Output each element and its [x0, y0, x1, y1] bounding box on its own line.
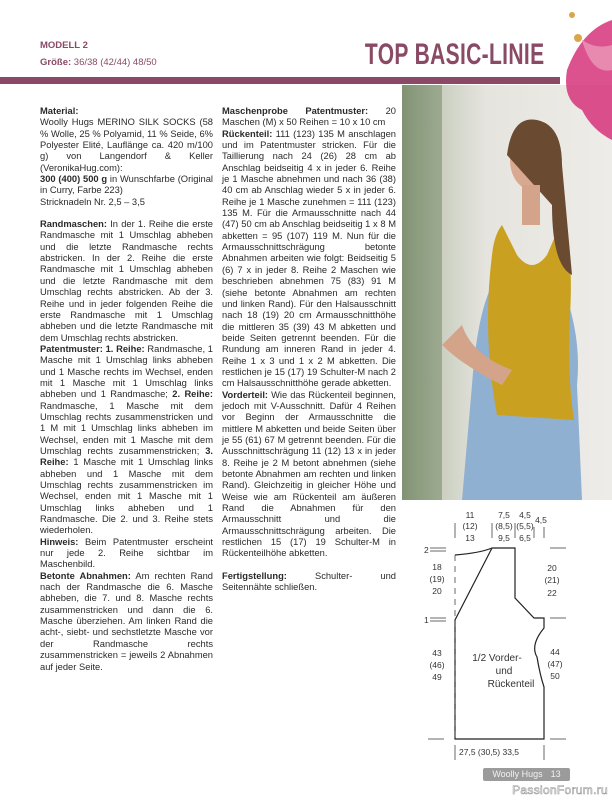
vorder-text: Wie das Rückenteil beginnen, jedoch mit V-Ausschnitt. Dafür 4 Reihen vor Beginn der Armausschnitte die mittlere M abketten und beide Seiten über je 55 (61) 67 M getrennt beenden. Für die Ausschnittschrägung 11 (12) 13 x in jeder 8. Reihe je 2 M betont abnehmen (siehe betonte Abnahmen am rechten und linken Rand). Gleichzeitig in gleicher Höhe und Weise wie am Rückenteil am äußeren Rand die Abnahmen für den Armausschnitt und die Armausschnittschrägung arbeiten. Die restlichen 15 (17) 19 Schulter-M in Rückenteilhöhe abketten. [222, 389, 396, 559]
watermark: PassionForum.ru [512, 783, 608, 797]
material-heading: Material: [40, 106, 79, 116]
piece-label-1: 1/2 Vorder- [472, 653, 522, 664]
garment-outline [455, 548, 544, 739]
dim-right-upper-2: (21) [544, 575, 560, 585]
dim-neck-3: 13 [465, 533, 475, 543]
dim-right-lower-2: (47) [547, 659, 563, 669]
dim-left-upper-1: 18 [432, 562, 442, 572]
dim-neck-1: 11 [465, 510, 475, 520]
piece-label-3: Rückenteil [487, 679, 535, 690]
marker-1: 1 [424, 615, 429, 625]
dim-right-lower-3: 50 [550, 671, 560, 681]
material-text: Woolly Hugs MERINO SILK SOCKS (58 % Wolle, 25 % Polyamid, 11 % Seide, 6% Polyester Elité, Lauflänge ca. 420 m/100 g) von Langendorf & Keller (VeronikaHug.com): [40, 117, 213, 173]
dim-right-upper-1: 20 [547, 563, 557, 573]
vorder-heading: Vorderteil: [222, 389, 269, 400]
dim-arm-3: 6,5 [519, 533, 531, 543]
fertig-text: Schulter- und Seitennähte schließen. [222, 570, 396, 593]
header-rule [0, 77, 560, 84]
page-title: TOP BASIC-LINIE [364, 38, 544, 71]
probe-heading: Maschenprobe Patentmuster: [222, 106, 369, 116]
schematic-diagram [402, 500, 612, 760]
betonte-heading: Betonte Abnahmen: [40, 570, 131, 581]
column-left [40, 106, 213, 673]
size-line [40, 57, 157, 68]
page-footer [483, 768, 570, 781]
probe-text: 20 Maschen (M) x 50 Reihen = 10 x 10 cm [222, 106, 396, 128]
column-right [222, 106, 396, 593]
dim-shoulder-1: 7,5 [498, 510, 510, 520]
piece-label-2: und [495, 666, 513, 677]
rueck-text: 111 (123) 135 M anschlagen und im Patentmuster stricken. Für die Taillierung nach 24 (26) 28 cm ab Anschlag beidseitig 4 x in jeder 6. Reihe je 1 Masche abnehmen und nach 36 (38) 40 cm ab Anschlag wieder 5 x in jeder 6. Reihe je 1 Masche zunehmen = 111 (123) 135 M. Für die Armausschnitte nach 44 (47) 50 cm ab Anschlag beidseitig 1 x 8 M abketten = 95 (107) 119 M. Nun für die Armausschnittschrägung betonte Abnahmen arbeiten wie folgt: Beidseitig 5 (6) 7 x in jeder 8. Reihe 2 Maschen wie beschrieben abnehmen 75 (83) 91 M (siehe betonte Abnahmen am rechten und linken Rand). Für den Halsausschnitt nach 18 (19) 20 cm Armausschnitthöhe die mittleren 35 (39) 43 M abketten und beide Seiten getrennt beenden. Für die Rundung am inneren Rand in jeder 4. Reihe 1 x 3 und 1 x 2 M abketten. Die restlichen je 15 (17) 19 Schulter-M nach 2 cm Halsausschnitthöhe gerade abketten. [222, 128, 396, 389]
rand-heading: Randmaschen: [40, 219, 107, 230]
page-number: 13 [550, 769, 561, 779]
amount-text: in Wunschfarbe (Original in Curry, Farbe 223) [40, 174, 213, 196]
patent-heading: Patentmuster: 1. Reihe: [40, 343, 145, 354]
model-label: MODELL 2 [40, 40, 88, 51]
footer-brand: Woolly Hugs [492, 769, 543, 779]
amount-bold: 300 (400) 500 g [40, 174, 108, 185]
rand-text: In der 1. Reihe die erste Randmasche mit 1 Umschlag abheben und die letzte Randmasche rechts abstricken. In der 2. Reihe die erste Randmasche mit 1 Umschlag abheben und die letzte Randmasche mit dem Umschlag rechts abstricken. Ab der 3. Reihe und in jeder folgenden Reihe die erste Randmasche mit 1 Umschlag abheben und die letzte Randmasche mit dem Umschlag rechts abstricken. [40, 219, 213, 343]
dim-left-lower-3: 49 [432, 672, 442, 682]
patent2-text: Randmasche, 1 Masche mit dem Umschlag rechts zusammenstricken und 1 M mit 1 Umschlag links abheben im Wechsel, enden mit 1 Masche mit dem Umschlag rechts zusammenstricken; [40, 400, 213, 456]
dim-arm-inner: 4,5 [535, 515, 547, 525]
marker-2: 2 [424, 545, 429, 555]
dim-left-lower-1: 43 [432, 648, 442, 658]
needles-text: Stricknadeln Nr. 2,5 – 3,5 [40, 196, 145, 207]
ink-splash-decoration [532, 0, 612, 150]
size-value: 36/38 (42/44) 48/50 [71, 57, 157, 68]
dim-left-upper-3: 20 [432, 586, 442, 596]
rueck-heading: Rückenteil: [222, 128, 273, 139]
dim-shoulder-3: 9,5 [498, 533, 510, 543]
dim-arm-2: (5,5) [516, 521, 534, 531]
hinweis-text: Beim Patentmuster erscheint nur jede 2. Reihe sichtbar im Maschenbild. [40, 536, 213, 570]
dim-right-lower-1: 44 [550, 647, 560, 657]
dim-arm-1: 4,5 [519, 510, 531, 520]
dim-left-lower-2: (46) [429, 660, 445, 670]
patent3-heading: 3. Reihe: [40, 445, 213, 468]
fertig-heading: Fertigstellung: [222, 570, 287, 581]
hinweis-heading: Hinweis: [40, 536, 79, 547]
dim-shoulder-2: (8,5) [495, 521, 513, 531]
dim-neck-2: (12) [462, 521, 478, 531]
dim-right-upper-3: 22 [547, 588, 557, 598]
patent1-text: Randmasche, 1 Masche mit 1 Umschlag links abheben und 1 Masche rechts im Wechsel, enden mit 1 Masche mit 1 Umschlag links abheben und 1 Randmasche; [40, 343, 213, 400]
dim-left-upper-2: (19) [429, 574, 445, 584]
patent3-text: 1 Masche mit 1 Umschlag links abheben und 1 Masche mit dem Umschlag rechts zusammenstricken im Wechsel, enden mit 1 Masche mit 1 Umschlag links abheben und 1 Randmasche. Die 2. und 3. Reihe stets wiederholen. [40, 457, 213, 536]
patent2-heading: 2. Reihe: [172, 389, 213, 400]
size-label: Größe: [40, 57, 72, 68]
dim-bottom-width: 27,5 (30,5) 33,5 [459, 747, 520, 757]
dimension-lines [428, 523, 566, 760]
betonte-text: Am rechten Rand nach der Randmasche die 6. Masche abheben, die 7. und 8. Masche rechts zusammenstricken und dann die 6. Masche überziehen. Am linken Rand die acht-, siebt- und sechstletzte Masche vor der Randmasche rechts zusammenstricken = jeweils 2 Abnahmen auf jeder Seite. [40, 570, 214, 672]
